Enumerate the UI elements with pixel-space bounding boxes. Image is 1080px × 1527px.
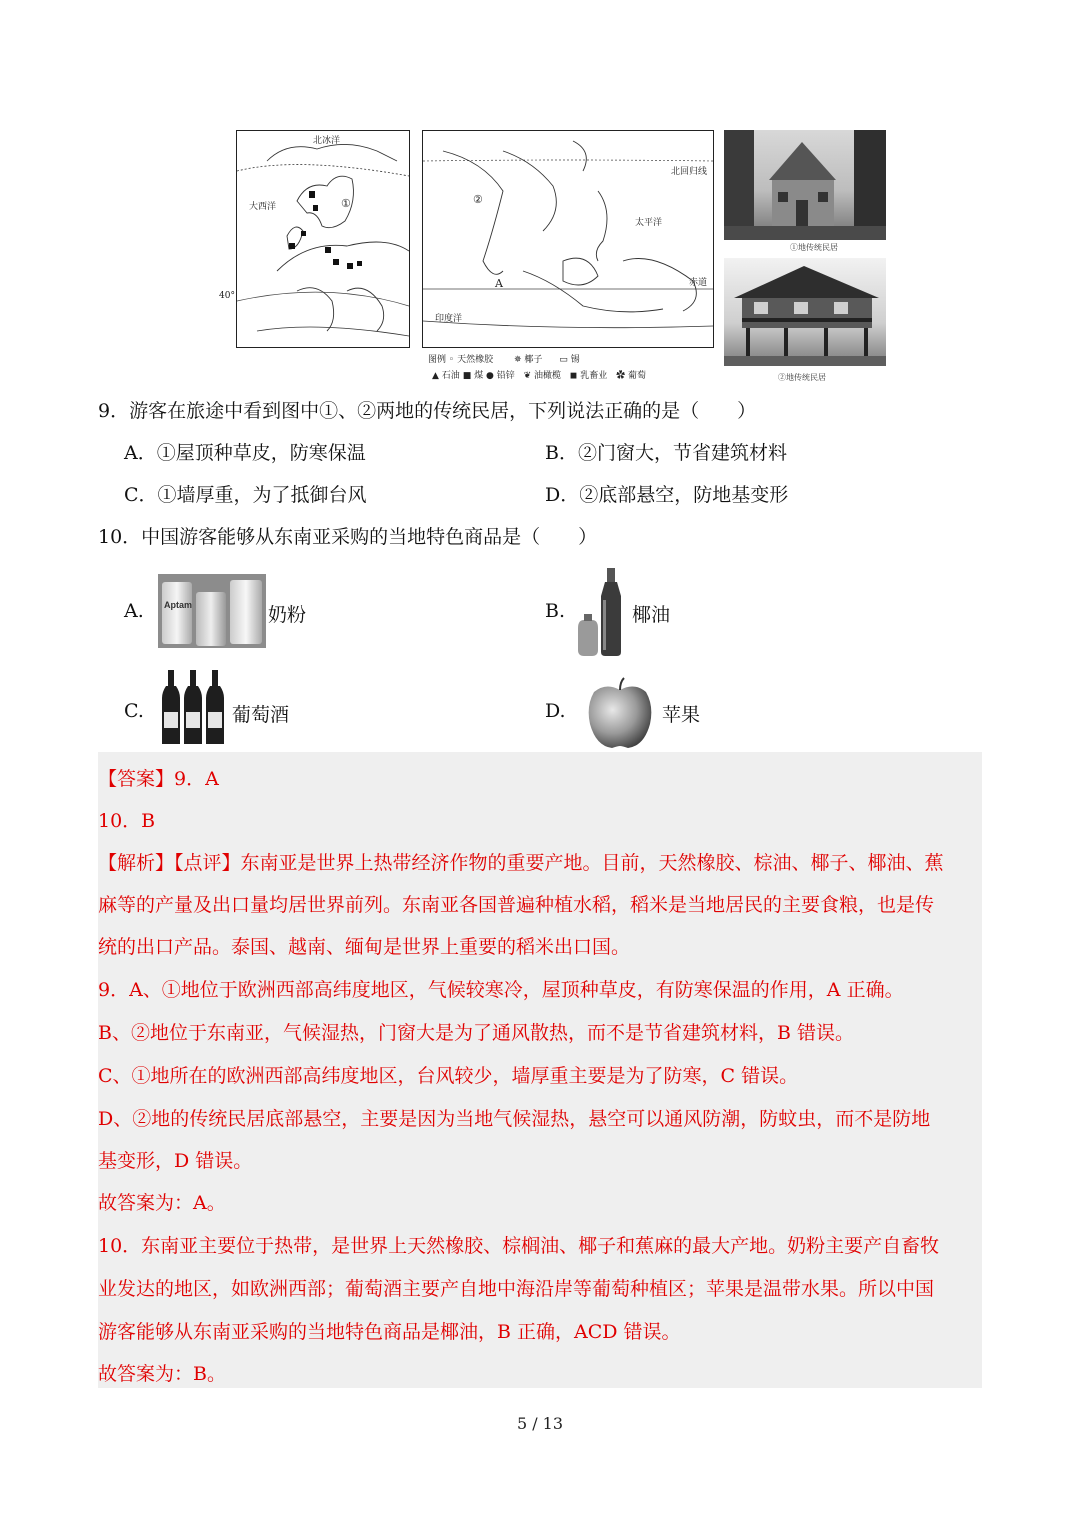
q10-option-d-letter: D. bbox=[545, 700, 566, 722]
latitude-40-label: 40° bbox=[219, 291, 235, 301]
q10-option-b-letter: B. bbox=[545, 600, 566, 622]
milk-powder-image bbox=[158, 574, 266, 648]
house-2-caption: ②地传统民居 bbox=[778, 373, 826, 382]
tropic-of-cancer-label: 北回归线 bbox=[671, 167, 708, 177]
q9-stem: 9．游客在旅途中看到图中①、②两地的传统民居，下列说法正确的是（ ） bbox=[98, 400, 757, 422]
arctic-ocean-label: 北冰洋 bbox=[313, 136, 341, 146]
seasia-map bbox=[422, 130, 714, 348]
answer-line-5: 统的出口产品。泰国、越南、缅甸是世界上重要的稻米出口国。 bbox=[98, 936, 631, 958]
coal-icon: ■ bbox=[462, 371, 472, 381]
legend-rubber: 天然橡胶 bbox=[457, 355, 494, 365]
legend-coconut: 椰子 bbox=[524, 355, 543, 365]
wine-bottles-drawing bbox=[158, 668, 234, 748]
q10-option-c-text: 葡萄酒 bbox=[232, 704, 290, 726]
answer-line-8: C、①地所在的欧洲西部高纬度地区，台风较少，墙厚重主要是为了防寒，C 错误。 bbox=[98, 1065, 799, 1087]
house-photo-2 bbox=[724, 258, 886, 366]
dairy-icon: ◼ bbox=[569, 371, 578, 381]
legend-row-1 bbox=[428, 352, 580, 365]
answer-line-6: 9．A、①地位于欧洲西部高纬度地区，气候较寒冷，屋顶种草皮，有防寒保温的作用，A 正确。 bbox=[98, 979, 904, 1001]
q9-option-c: C．①墙厚重，为了抵御台风 bbox=[124, 484, 367, 506]
pacific-ocean-label: 太平洋 bbox=[635, 218, 663, 228]
milk-can-2 bbox=[196, 592, 226, 646]
legend-coal: 煤 bbox=[474, 371, 484, 381]
oil-icon: ▲ bbox=[432, 371, 439, 381]
legend-title: 图例 bbox=[428, 355, 447, 365]
q10-option-a-letter: A. bbox=[124, 600, 144, 622]
milk-can-label: Aptam bbox=[164, 600, 193, 610]
legend-grape: 葡萄 bbox=[628, 371, 647, 381]
q9-option-b: B．②门窗大，节省建筑材料 bbox=[545, 442, 787, 464]
marker-2-label: ② bbox=[473, 193, 483, 206]
rubber-icon: ◦ bbox=[448, 355, 455, 365]
answer-line-1: 【答案】9．A bbox=[98, 768, 219, 790]
milk-can-3 bbox=[230, 580, 262, 644]
answer-line-4: 麻等的产量及出口量均居世界前列。东南亚各国普遍种植水稻，稻米是当地居民的主要食粮，也是传 bbox=[98, 894, 935, 916]
lead-zinc-icon: ● bbox=[485, 371, 494, 381]
answer-line-9: D、②地的传统民居底部悬空，主要是因为当地气候湿热，悬空可以通风防潮，防蚊虫，而不是防地 bbox=[98, 1108, 931, 1130]
house-1-drawing bbox=[724, 130, 886, 240]
answer-line-14: 游客能够从东南亚采购的当地特色商品是椰油，B 正确，ACD 错误。 bbox=[98, 1321, 681, 1343]
answer-line-7: B、②地位于东南亚，气候湿热，门窗大是为了通风散热，而不是节省建筑材料，B 错误。 bbox=[98, 1022, 854, 1044]
q9-option-d: D．②底部悬空，防地基变形 bbox=[545, 484, 789, 506]
coconut-oil-image bbox=[574, 566, 630, 658]
marker-1-label: ① bbox=[341, 197, 351, 210]
point-a-label: A bbox=[495, 277, 503, 290]
q10-option-b-text: 椰油 bbox=[632, 604, 671, 626]
answer-line-2: 10．B bbox=[98, 810, 156, 832]
atlantic-ocean-label: 大西洋 bbox=[249, 202, 277, 212]
legend-olive: 油橄榄 bbox=[534, 371, 562, 381]
coconut-icon: ✵ bbox=[513, 355, 522, 365]
equator-label: 赤道 bbox=[689, 278, 708, 288]
answer-line-3: 【解析】【点评】东南亚是世界上热带经济作物的重要产地。目前，天然橡胶、棕油、椰子、椰油、蕉 bbox=[98, 852, 944, 874]
apple-drawing bbox=[586, 676, 654, 752]
olive-icon: ❦ bbox=[523, 371, 532, 381]
house-photo-1 bbox=[724, 130, 886, 240]
legend-lead-zinc: 铅锌 bbox=[496, 371, 515, 381]
indian-ocean-label: 印度洋 bbox=[435, 314, 463, 324]
grape-icon: ✿ bbox=[616, 371, 626, 381]
house-1-caption: ①地传统民居 bbox=[790, 243, 838, 252]
answer-line-13: 业发达的地区，如欧洲西部；葡萄酒主要产自地中海沿岸等葡萄种植区；苹果是温带水果。所以中国 bbox=[98, 1278, 935, 1300]
answer-line-11: 故答案为：A。 bbox=[98, 1192, 226, 1214]
house-2-drawing bbox=[724, 258, 886, 366]
legend-dairy: 乳畜业 bbox=[580, 371, 608, 381]
apple-image bbox=[586, 676, 654, 752]
legend-tin: 锡 bbox=[570, 355, 580, 365]
oil-bottle-drawing bbox=[574, 566, 630, 658]
milk-can-1 bbox=[162, 582, 192, 644]
q10-option-c-letter: C. bbox=[124, 700, 144, 722]
answer-line-10: 基变形，D 错误。 bbox=[98, 1150, 253, 1172]
tin-icon: ▭ bbox=[559, 355, 568, 365]
q9-option-a: A．①屋顶种草皮，防寒保温 bbox=[124, 442, 366, 464]
legend-row-2 bbox=[432, 368, 646, 381]
legend-oil: 石油 bbox=[441, 371, 460, 381]
europe-map bbox=[219, 130, 410, 348]
q10-option-a-text: 奶粉 bbox=[268, 604, 307, 626]
page-number: 5 / 13 bbox=[516, 1414, 564, 1433]
q10-option-d-text: 苹果 bbox=[662, 704, 701, 726]
europe-map-drawing bbox=[237, 131, 409, 347]
wine-image bbox=[158, 668, 234, 748]
q10-stem: 10．中国游客能够从东南亚采购的当地特色商品是（ ） bbox=[98, 526, 598, 548]
answer-line-12: 10．东南亚主要位于热带，是世界上天然橡胶、棕榈油、椰子和蕉麻的最大产地。奶粉主要产自畜牧 bbox=[98, 1235, 940, 1257]
seasia-map-drawing bbox=[423, 131, 713, 347]
answer-line-15: 故答案为：B。 bbox=[98, 1363, 226, 1385]
